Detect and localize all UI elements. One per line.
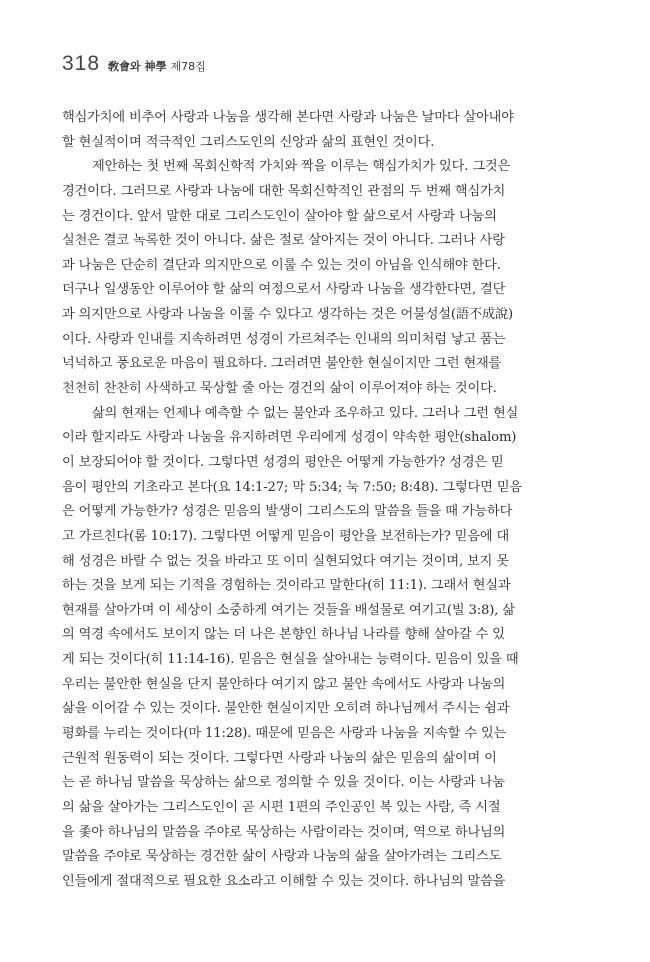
text-line: 이다. 사랑과 인내를 지속하려면 성경이 가르쳐주는 인내의 의미처럼 낳고 품는: [62, 331, 506, 347]
text-line: 이 보장되어야 할 것이다. 그렇다면 성경의 평안은 어떻게 가능한가? 성경은 믿: [62, 454, 504, 470]
text-line: 인들에게 절대적으로 필요한 요소라고 이해할 수 있는 것이다. 하나님의 말씀을: [62, 873, 506, 889]
text-line: 할 현실적이며 적극적인 그리스도인의 신앙과 삶의 표현인 것이다.: [62, 134, 435, 150]
journal-title: 敎會와 神學: [108, 60, 167, 73]
text-line: 더구나 일생동안 이루어야 할 삶의 여정으로서 사랑과 나눔을 생각한다면, 결단: [62, 282, 506, 298]
text-line: 의 삶을 살아가는 그리스도인이 곧 시편 1편의 주인공인 복 있는 사람, 즉 시절: [62, 799, 501, 815]
text-line: 현재를 살아가며 이 세상이 소중하게 여기는 것들을 배설물로 여기고(빌 3:8), 삶: [62, 602, 515, 618]
text-line: 고 가르친다(롬 10:17). 그렇다면 어떻게 믿음이 평안을 보전하는가? 믿음에 대: [62, 528, 510, 544]
text-line: 은 어떻게 가능한가? 성경은 믿음의 발생이 그리스도의 말씀을 들을 때 가능하다: [62, 504, 513, 520]
issue-number: 제78집: [170, 60, 206, 73]
text-line: 과 의지만으로 사랑과 나눔을 이룰 수 있다고 생각하는 것은 어불성설(語不成說): [62, 307, 514, 323]
text-line: 음이 평안의 기초라고 본다(요 14:1-27; 막 5:34; 눅 7:50; 8:48). 그렇다면 믿음: [62, 479, 522, 495]
text-line: 말씀을 주야로 묵상하는 경건한 삶이 사랑과 나눔의 삶을 살아가려는 그리스도: [62, 849, 502, 865]
text-line: 삶을 이어갈 수 있는 것이다. 불안한 현실이지만 오히려 하나님께서 주시는 쉼과: [62, 701, 510, 717]
text-line: 천천히 찬찬히 사색하고 묵상할 줄 아는 경건의 삶이 이루어져야 하는 것이다.: [62, 381, 497, 397]
text-line: 과 나눔은 단순히 결단과 의지만으로 이룰 수 있는 것이 아님을 인식해야 한다.: [62, 257, 501, 273]
body-text: [62, 106, 577, 895]
text-line: 근원적 원동력이 되는 것이다. 그렇다면 사랑과 나눔의 삶은 믿음의 삶이며 이: [62, 750, 497, 766]
page-number: 318: [62, 52, 101, 75]
text-line: 제안하는 첫 번째 목회신학적 가치와 짝을 이루는 핵심가치가 있다. 그것은: [92, 159, 511, 175]
text-line: 핵심가치에 비추어 사랑과 나눔을 생각해 본다면 사랑과 나눔은 날마다 살아내야: [62, 110, 514, 125]
text-line: 의 역경 속에서도 보이지 않는 더 나은 본향인 하나님 나라를 향해 살아갈 수 있: [62, 627, 505, 643]
text-line: 우리는 불안한 현실을 단지 불안하다 여기지 않고 불안 속에서도 사랑과 나눔의: [62, 676, 506, 692]
text-line: 넉넉하고 풍요로운 마음이 필요하다. 그러려면 불안한 현실이지만 그런 현재를: [62, 356, 502, 372]
text-line: 을 좇아 하나님의 말씀을 주야로 묵상하는 사람이라는 것이며, 역으로 하나님의: [62, 824, 506, 840]
text-line: 게 되는 것이다(히 11:14-16). 믿음은 현실을 살아내는 능력이다. 믿음이 있을 때: [62, 652, 519, 668]
running-header: [62, 52, 206, 80]
text-line: 하는 것을 보게 되는 기적을 경험하는 것이라고 말한다(히 11:1). 그래서 현실과: [62, 578, 511, 594]
text-line: 실천은 결코 녹록한 것이 아니다. 삶은 절로 살아지는 것이 아니다. 그러나 사랑: [62, 233, 505, 249]
text-line: 이라 할지라도 사랑과 나눔을 유지하려면 우리에게 성경이 약속한 평안(shalom): [62, 430, 517, 446]
text-line: 는 경건이다. 앞서 말한 대로 그리스도인이 살아야 할 삶으로서 사랑과 나눔의: [62, 208, 497, 224]
text-line: 해 성경은 바랄 수 없는 것을 바라고 또 이미 실현되었다 여기는 것이며, 보지 못: [62, 553, 509, 569]
text-line: 평화를 누리는 것이다(마 11:28). 때문에 믿음은 사랑과 나눔을 지속할 수 있는: [62, 726, 507, 742]
text-line: 경건이다. 그러므로 사랑과 나눔에 대한 목회신학적인 관점의 두 번째 핵심가치: [62, 183, 506, 199]
text-line: 는 곧 하나님 말씀을 묵상하는 삶으로 정의할 수 있을 것이다. 이는 사랑과 나눔: [62, 775, 505, 791]
text-line: 삶의 현재는 언제나 예측할 수 없는 불안과 조우하고 있다. 그러나 그런 현실: [92, 405, 519, 421]
